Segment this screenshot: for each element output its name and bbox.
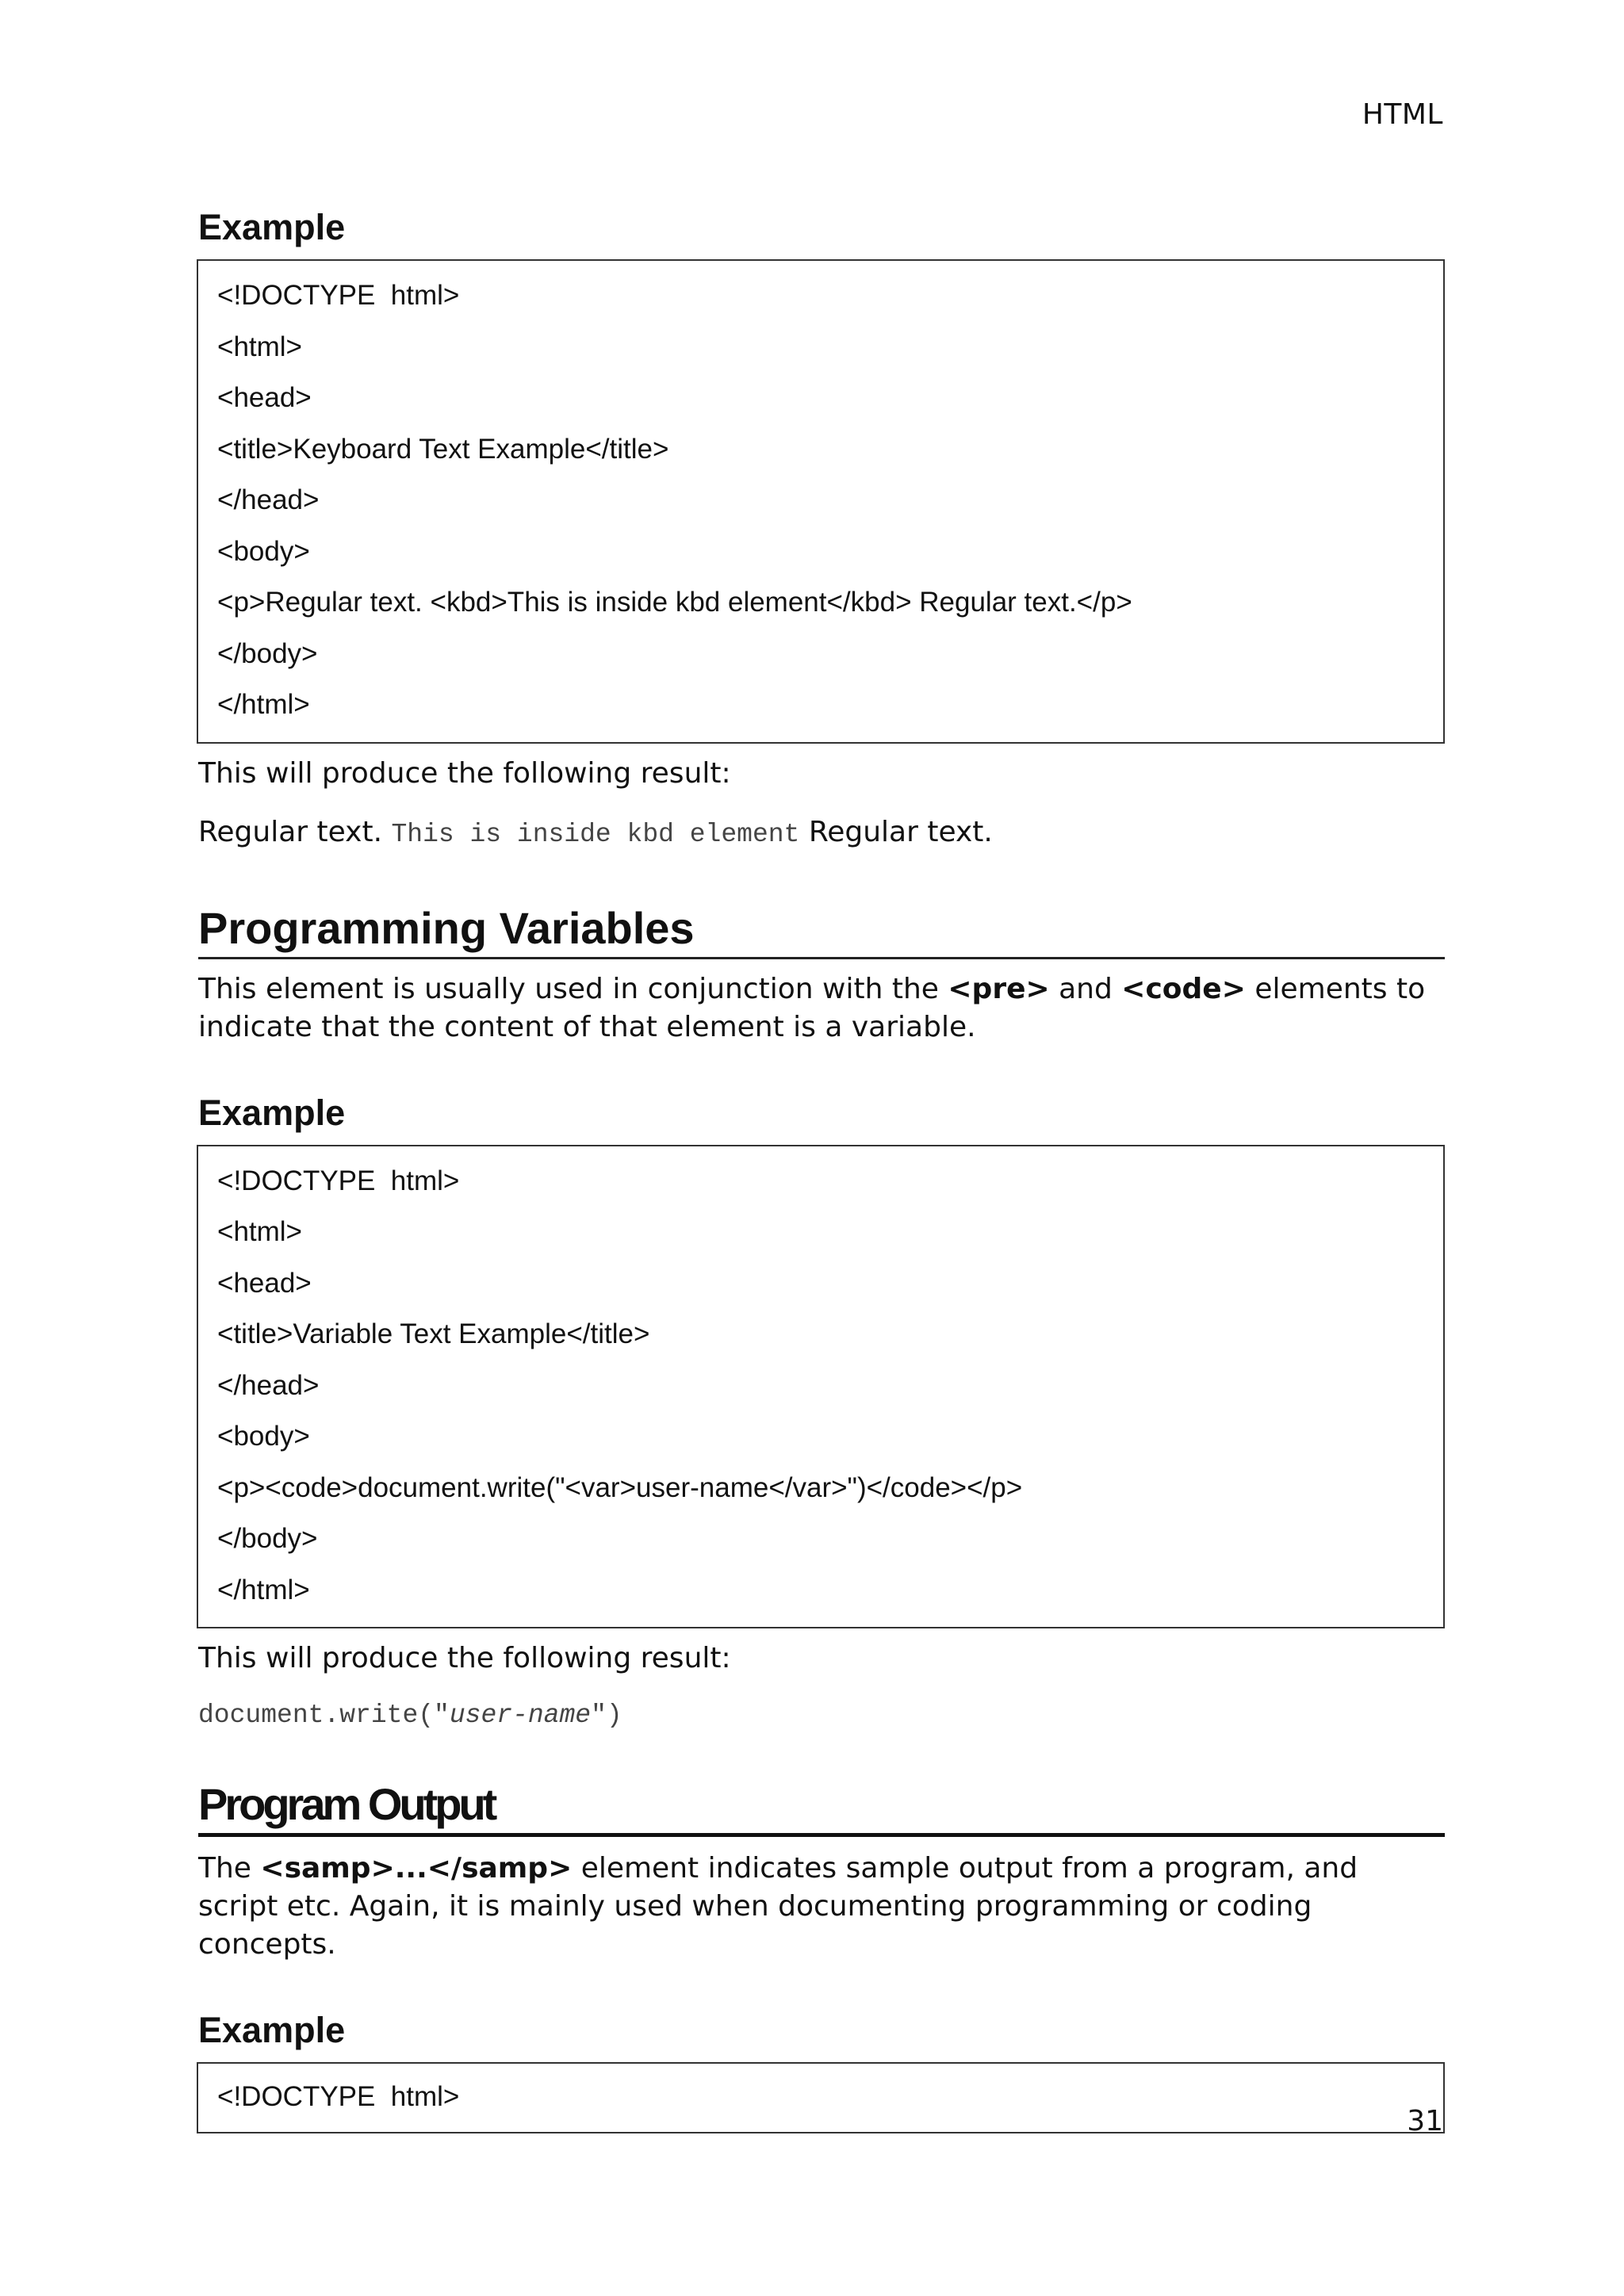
code-line: <!DOCTYPE html> [217,2081,460,2112]
code-line: </html> [217,689,310,720]
result-regular-text: Regular text. [198,815,383,848]
result-intro: This will produce the following result: [198,1642,731,1674]
text-span: element indicates sample output from a program, and script etc. Again, it is mainly used when documenting programming or coding concepts. [198,1852,1358,1961]
code-line: <title>Keyboard Text Example</title> [217,433,669,465]
output-description [198,1850,1445,1964]
page-content [198,202,1445,2133]
code-line: </body> [217,1523,318,1554]
code-line: <body> [217,535,310,567]
page-number: 31 [1407,2105,1443,2137]
kbd-result [198,813,1445,854]
result-regular-text: Regular text. [808,815,993,848]
result-kbd-text: This is inside kbd element [391,819,800,849]
result-var-text: user-name [449,1701,592,1730]
code-inline: <samp>...</samp> [260,1852,573,1885]
result-code-text: ") [591,1701,622,1730]
code-line: <html> [217,331,302,362]
section-title-output: Program Output [198,1779,1445,1837]
code-line: </html> [217,1574,310,1605]
code-line: <title>Variable Text Example</title> [217,1318,650,1349]
section-title-variables: Programming Variables [198,903,1445,959]
code-example-variable [197,1145,1445,1629]
text-span: elements to indicate that the content of that element is a variable. [198,972,1426,1043]
code-line: <!DOCTYPE html> [217,280,460,311]
result-intro: This will produce the following result: [198,756,731,790]
code-line: </head> [217,484,320,515]
result-code-text: document.write(" [198,1701,450,1730]
code-line: <!DOCTYPE html> [217,1165,460,1196]
code-line: <head> [217,382,312,413]
code-line: <p><code>document.write("<var>user-name</var>")</code></p> [217,1471,1023,1503]
code-line: </body> [217,637,318,669]
variables-description [198,970,1445,1047]
text-span: This element is usually used in conjunction with the [198,972,948,1005]
running-header: HTML [1362,98,1443,131]
text-span: The [198,1852,261,1885]
code-inline: <code> [1121,972,1246,1005]
code-line: <body> [217,1421,310,1452]
example-heading: Example [198,1092,346,1133]
code-example-samp [197,2062,1445,2133]
text-span: and [1049,972,1122,1005]
code-line: <html> [217,1216,302,1247]
code-example-keyboard [197,259,1445,744]
code-line: <p>Regular text. <kbd>This is inside kbd element</kbd> Regular text.</p> [217,587,1132,618]
example-heading: Example [198,2010,346,2050]
code-line: </head> [217,1369,320,1401]
example-heading: Example [198,207,346,247]
code-line: <head> [217,1267,312,1299]
var-result [198,1697,1445,1735]
code-inline: <pre> [948,972,1050,1005]
